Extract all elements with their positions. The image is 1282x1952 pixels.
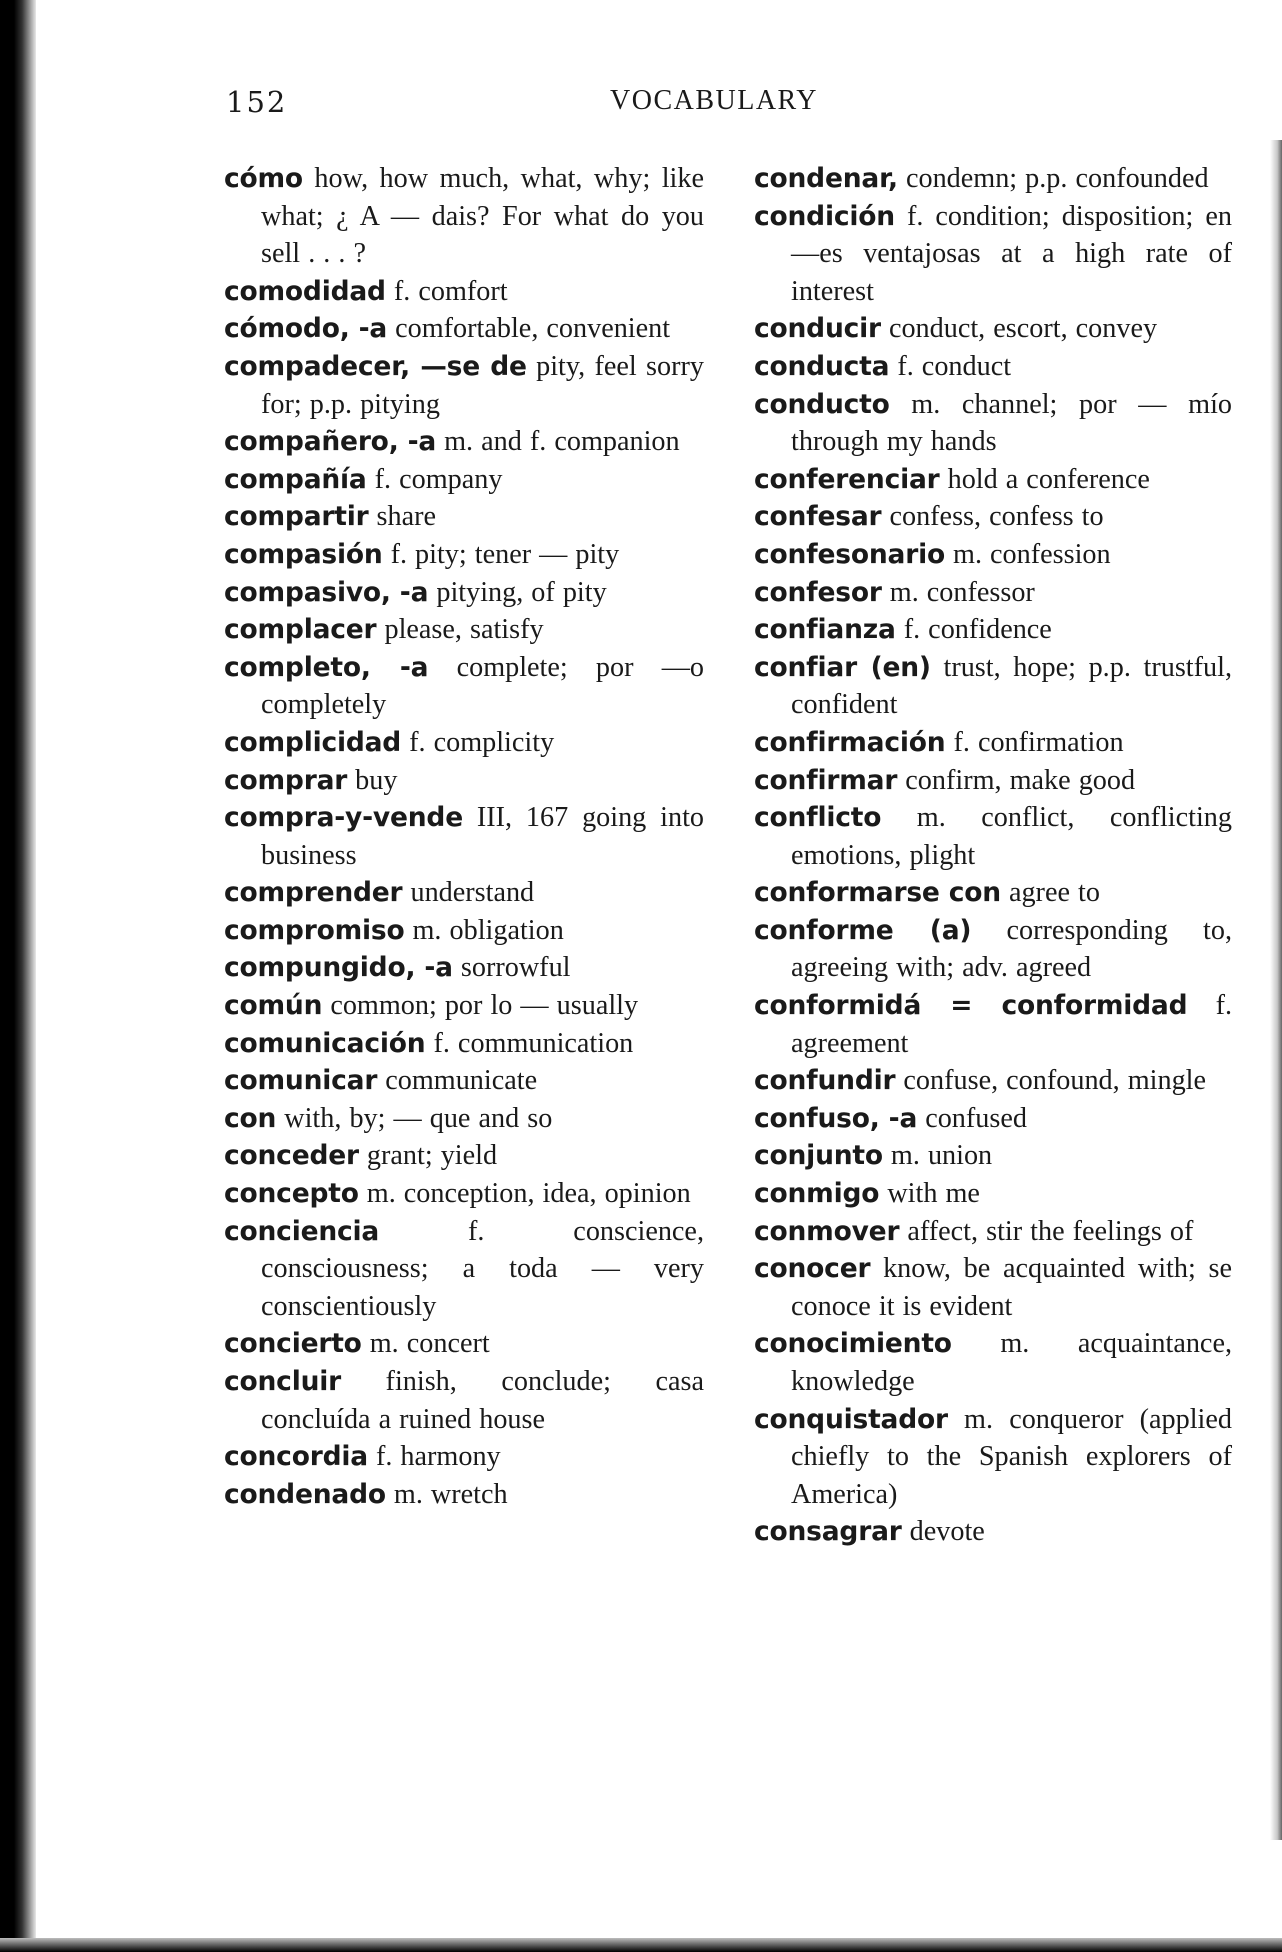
entry-headword: compañero, -a bbox=[224, 426, 437, 458]
entry-definition: m. and f. companion bbox=[436, 426, 680, 458]
entry-headword: conquistador bbox=[754, 1403, 948, 1435]
vocabulary-entry bbox=[224, 348, 704, 423]
entry-definition: share bbox=[368, 501, 436, 533]
vocabulary-entry bbox=[224, 461, 704, 499]
vocabulary-entry bbox=[224, 1137, 704, 1175]
entry-headword: condenado bbox=[224, 1478, 386, 1510]
entry-definition: f. conduct bbox=[889, 350, 1012, 382]
vocabulary-entry bbox=[754, 160, 1232, 198]
entry-definition: confirm, make good bbox=[897, 764, 1136, 796]
entry-headword: con bbox=[224, 1102, 277, 1134]
entry-definition: devote bbox=[901, 1516, 985, 1548]
vocabulary-entry bbox=[224, 1025, 704, 1063]
entry-headword: comprar bbox=[224, 764, 348, 796]
entry-headword: confesor bbox=[754, 576, 882, 608]
vocabulary-entry bbox=[754, 498, 1232, 536]
entry-headword: conmigo bbox=[754, 1178, 880, 1210]
vocabulary-entry bbox=[224, 987, 704, 1025]
vocabulary-entry bbox=[224, 423, 704, 461]
entry-headword: confesonario bbox=[754, 538, 945, 570]
entry-definition: with, by; — que and so bbox=[276, 1102, 553, 1134]
entry-headword: compromiso bbox=[224, 914, 405, 946]
entry-headword: concepto bbox=[224, 1178, 359, 1210]
entry-headword: conflicto bbox=[754, 802, 882, 834]
entry-headword: concierto bbox=[224, 1328, 362, 1360]
scan-edge-left bbox=[0, 0, 36, 1952]
entry-definition: corresponding to, agreeing with; adv. agreed bbox=[791, 914, 1232, 984]
scan-edge-bottom bbox=[0, 1938, 1282, 1952]
vocabulary-entry bbox=[224, 611, 704, 649]
entry-definition: m. wretch bbox=[385, 1478, 508, 1510]
vocabulary-entry bbox=[224, 273, 704, 311]
vocabulary-entry bbox=[754, 649, 1232, 724]
vocabulary-entry bbox=[754, 574, 1232, 612]
vocabulary-entry bbox=[754, 1175, 1232, 1213]
entry-headword: confirmación bbox=[754, 726, 946, 758]
vocabulary-entry bbox=[754, 348, 1232, 386]
entry-definition: m. conqueror (applied chiefly to the Spanish explorers of America) bbox=[791, 1403, 1232, 1510]
entry-headword: comprender bbox=[224, 877, 403, 909]
vocabulary-entry bbox=[754, 461, 1232, 499]
vocabulary-entry bbox=[224, 574, 704, 612]
entry-definition: m. channel; por — mío through my hands bbox=[791, 388, 1232, 458]
entry-headword: confundir bbox=[754, 1065, 896, 1097]
entry-headword: compungido, -a bbox=[224, 952, 453, 984]
entry-definition: with me bbox=[879, 1178, 980, 1210]
entry-headword: compadecer, —se de bbox=[224, 350, 527, 382]
entry-definition: m. concert bbox=[361, 1328, 490, 1360]
running-head bbox=[0, 85, 1282, 125]
entry-definition: comfortable, convenient bbox=[387, 313, 671, 345]
entry-headword: comunicar bbox=[224, 1065, 378, 1097]
running-title: VOCABULARY bbox=[610, 85, 818, 116]
entry-headword: condición bbox=[754, 200, 895, 232]
vocabulary-entry bbox=[754, 386, 1232, 461]
vocabulary-entry bbox=[754, 762, 1232, 800]
entry-headword: conmover bbox=[754, 1215, 900, 1247]
entry-definition: pity, feel sorry for; p.p. pitying bbox=[261, 350, 704, 420]
entry-definition: f. agreement bbox=[791, 990, 1232, 1059]
entry-definition: hold a conference bbox=[939, 463, 1150, 495]
entry-definition: m. conception, idea, opinion bbox=[358, 1178, 691, 1210]
vocabulary-entry bbox=[754, 1325, 1232, 1400]
entry-definition: f. communication bbox=[425, 1027, 634, 1059]
entry-definition: f. condition; disposition; en —es ventajosas at a high rate of interest bbox=[791, 200, 1232, 307]
entry-definition: f. pity; tener — pity bbox=[382, 538, 620, 570]
entry-definition: m. union bbox=[882, 1140, 993, 1172]
vocabulary-entry bbox=[224, 874, 704, 912]
entry-headword: confesar bbox=[754, 501, 882, 533]
vocabulary-entry bbox=[224, 536, 704, 574]
entry-definition: know, be acquainted with; se conoce it is evident bbox=[791, 1253, 1232, 1322]
entry-headword: compañía bbox=[224, 463, 367, 495]
entry-headword: condenar, bbox=[754, 163, 898, 194]
entry-definition: m. acquaintance, knowledge bbox=[791, 1328, 1232, 1397]
entry-definition: understand bbox=[402, 877, 535, 909]
vocabulary-entry bbox=[224, 1175, 704, 1213]
vocabulary-entry bbox=[224, 1100, 704, 1138]
entry-definition: please, satisfy bbox=[376, 614, 544, 646]
vocabulary-entry bbox=[754, 912, 1232, 987]
entry-headword: complacer bbox=[224, 614, 377, 646]
entry-definition: common; por lo — usually bbox=[322, 990, 639, 1022]
entry-headword: cómo bbox=[224, 163, 303, 194]
vocabulary-entry bbox=[754, 1137, 1232, 1175]
vocabulary-entry bbox=[224, 1325, 704, 1363]
entry-definition: trust, hope; p.p. trustful, confident bbox=[791, 651, 1232, 721]
entry-headword: conceder bbox=[224, 1140, 359, 1172]
vocabulary-entry bbox=[224, 724, 704, 762]
vocabulary-entry bbox=[224, 1363, 704, 1438]
entry-definition: m. confession bbox=[944, 538, 1111, 570]
entry-definition: confused bbox=[917, 1102, 1027, 1134]
vocabulary-entry bbox=[754, 536, 1232, 574]
vocabulary-entry bbox=[754, 799, 1232, 874]
entry-definition: complete; por —o completely bbox=[261, 651, 705, 721]
vocabulary-entry bbox=[754, 310, 1232, 348]
entry-definition: f. complicity bbox=[401, 726, 555, 758]
entry-definition: III, 167 going into business bbox=[261, 802, 704, 871]
entry-headword: concordia bbox=[224, 1441, 368, 1473]
entry-definition: confess, confess to bbox=[881, 501, 1104, 533]
vocabulary-entry bbox=[754, 1250, 1232, 1325]
entry-headword: confuso, -a bbox=[754, 1102, 918, 1134]
entry-headword: conducir bbox=[754, 313, 881, 345]
entry-definition: f. company bbox=[366, 463, 503, 495]
vocabulary-entry bbox=[224, 1213, 704, 1326]
entry-definition: conduct, escort, convey bbox=[880, 313, 1158, 345]
entry-headword: comunicación bbox=[224, 1027, 426, 1059]
entry-definition: communicate bbox=[377, 1065, 538, 1097]
entry-headword: complicidad bbox=[224, 726, 402, 758]
entry-definition: confuse, confound, mingle bbox=[895, 1065, 1207, 1097]
entry-headword: concluir bbox=[224, 1366, 341, 1397]
entry-headword: compra-y-vende bbox=[224, 802, 463, 834]
entry-headword: compasivo, -a bbox=[224, 576, 429, 608]
vocabulary-entry bbox=[224, 762, 704, 800]
vocabulary-entry bbox=[224, 1438, 704, 1476]
entry-headword: consagrar bbox=[754, 1516, 902, 1548]
entry-headword: comodidad bbox=[224, 275, 386, 307]
entry-definition: m. obligation bbox=[404, 914, 564, 946]
entry-headword: conferenciar bbox=[754, 463, 940, 495]
entry-headword: conocer bbox=[754, 1253, 871, 1285]
vocabulary-entry bbox=[224, 498, 704, 536]
vocabulary-entry bbox=[224, 799, 704, 874]
entry-headword: confiar (en) bbox=[754, 651, 931, 683]
vocabulary-entry bbox=[754, 1401, 1232, 1514]
entry-definition: buy bbox=[347, 764, 398, 796]
entry-headword: confirmar bbox=[754, 764, 898, 796]
entry-definition: grant; yield bbox=[358, 1140, 498, 1172]
entry-definition: how, how much, what, why; like what; ¿ A — dais? For what do you sell . . . ? bbox=[261, 163, 704, 270]
entry-headword: conducta bbox=[754, 350, 890, 382]
vocabulary-entry bbox=[754, 1062, 1232, 1100]
vocabulary-entry bbox=[754, 874, 1232, 912]
entry-headword: conjunto bbox=[754, 1140, 883, 1172]
entry-headword: común bbox=[224, 990, 323, 1022]
vocabulary-entry bbox=[754, 724, 1232, 762]
vocabulary-entry bbox=[754, 611, 1232, 649]
entry-definition: sorrowful bbox=[452, 952, 571, 984]
left-column bbox=[224, 160, 704, 1513]
entry-headword: conformarse con bbox=[754, 877, 1001, 909]
scan-edge-right bbox=[1270, 140, 1282, 1840]
entry-definition: m. confessor bbox=[881, 576, 1035, 608]
entry-headword: conforme (a) bbox=[754, 914, 972, 946]
page-number: 152 bbox=[226, 85, 288, 119]
vocabulary-entry bbox=[224, 912, 704, 950]
entry-definition: f. comfort bbox=[385, 275, 508, 307]
vocabulary-entry bbox=[754, 198, 1232, 311]
entry-headword: confianza bbox=[754, 614, 896, 646]
entry-definition: finish, conclude; casa concluída a ruined house bbox=[261, 1366, 704, 1435]
vocabulary-entry bbox=[224, 649, 704, 724]
vocabulary-entry bbox=[754, 1100, 1232, 1138]
vocabulary-entry bbox=[224, 160, 704, 273]
vocabulary-entry bbox=[224, 1476, 704, 1514]
vocabulary-entry bbox=[224, 949, 704, 987]
entry-headword: conocimiento bbox=[754, 1328, 952, 1360]
entry-definition: f. conscience, consciousness; a toda — very conscientiously bbox=[261, 1215, 704, 1322]
vocabulary-entry bbox=[754, 987, 1232, 1062]
entry-headword: conducto bbox=[754, 388, 890, 420]
entry-definition: f. confidence bbox=[895, 614, 1052, 646]
entry-definition: m. conflict, conflicting emotions, plight bbox=[791, 802, 1232, 871]
entry-headword: conciencia bbox=[224, 1215, 380, 1247]
entry-headword: completo, -a bbox=[224, 651, 429, 683]
entry-definition: agree to bbox=[1000, 877, 1100, 909]
vocabulary-entry bbox=[224, 1062, 704, 1100]
entry-headword: compasión bbox=[224, 538, 383, 570]
entry-definition: f. harmony bbox=[367, 1441, 501, 1473]
vocabulary-entry bbox=[224, 310, 704, 348]
right-column bbox=[754, 160, 1232, 1551]
entry-headword: conformidá = conformidad bbox=[754, 990, 1188, 1022]
entry-definition: pitying, of pity bbox=[428, 576, 607, 608]
entry-definition: condemn; p.p. confounded bbox=[897, 163, 1209, 194]
vocabulary-entry bbox=[754, 1213, 1232, 1251]
entry-definition: affect, stir the feelings of bbox=[899, 1215, 1194, 1247]
entry-headword: compartir bbox=[224, 501, 369, 533]
entry-definition: f. confirmation bbox=[945, 726, 1124, 758]
vocabulary-entry bbox=[754, 1513, 1232, 1551]
entry-headword: cómodo, -a bbox=[224, 313, 388, 345]
